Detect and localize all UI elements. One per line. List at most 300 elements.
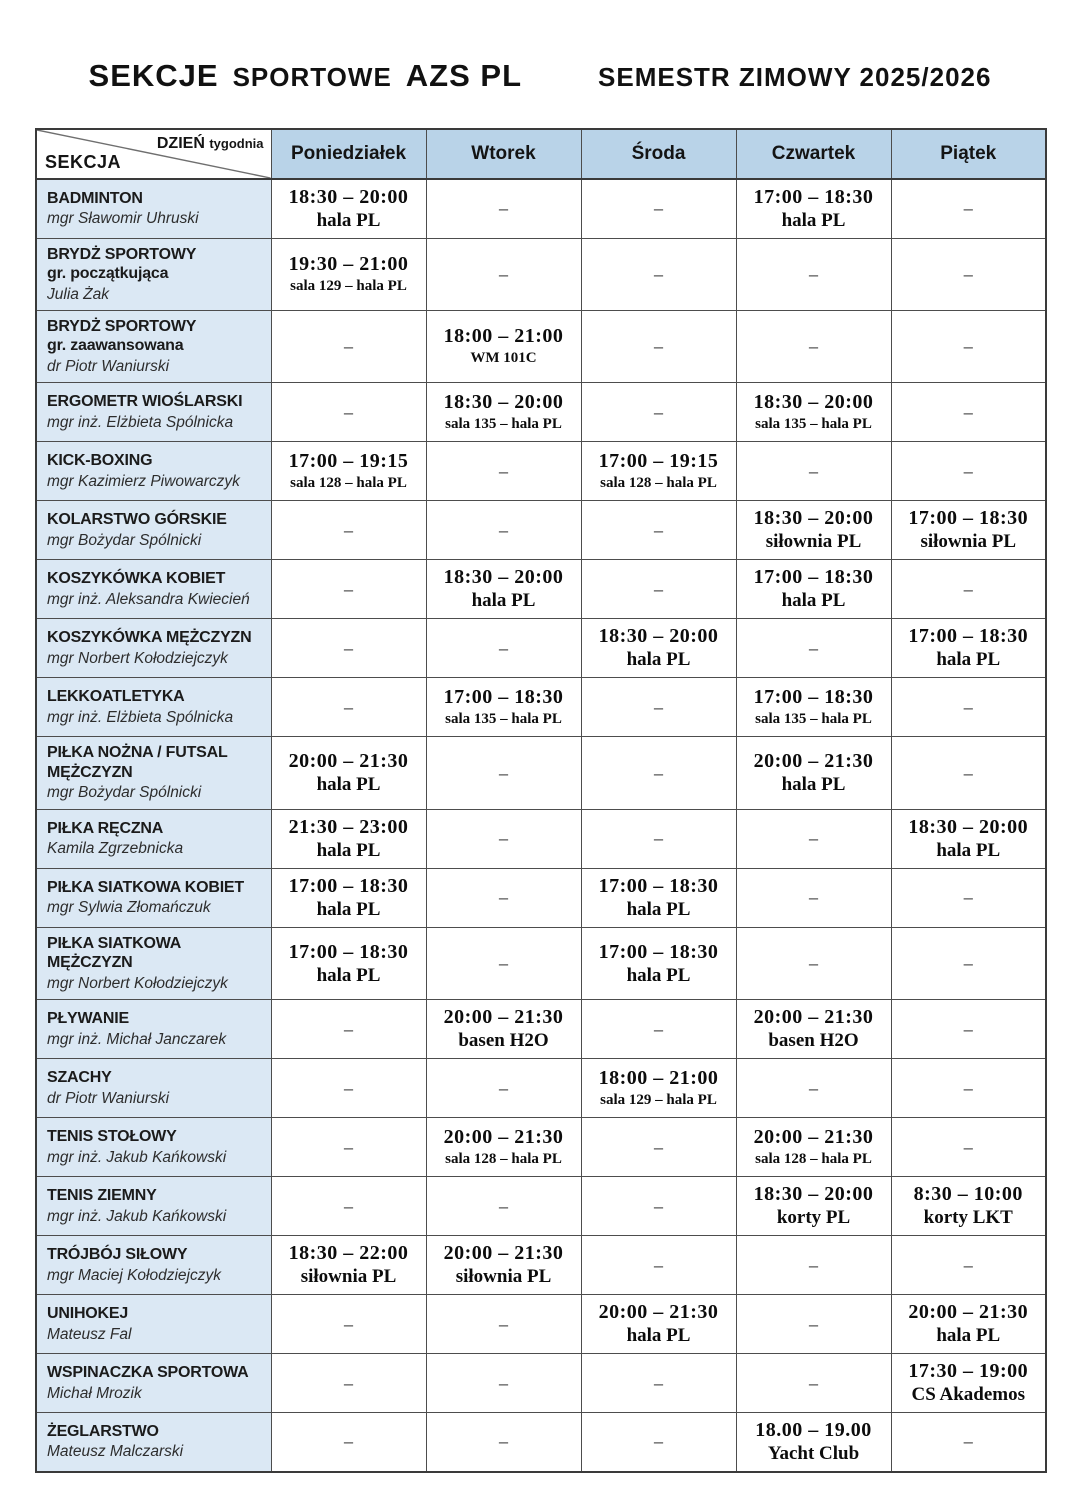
schedule-cell bbox=[581, 1295, 736, 1354]
empty-cell bbox=[271, 1354, 426, 1413]
cell-place: hala PL bbox=[781, 209, 846, 231]
empty-cell bbox=[736, 1236, 891, 1295]
empty-dash: – bbox=[499, 519, 508, 540]
table-row bbox=[36, 501, 1046, 560]
corner-day-label: DZIEŃ tygodnia bbox=[156, 135, 264, 152]
section-coach: mgr Bożydar Spólnicki bbox=[47, 784, 202, 802]
empty-cell bbox=[271, 501, 426, 560]
section-name: PIŁKA RĘCZNA bbox=[47, 819, 164, 837]
section-name: TENIS STOŁOWY bbox=[47, 1128, 177, 1146]
schedule-cell bbox=[271, 1236, 426, 1295]
cell-place: siłownia PL bbox=[300, 1266, 397, 1288]
empty-dash: – bbox=[344, 696, 353, 717]
table-row bbox=[36, 1354, 1046, 1413]
empty-cell bbox=[891, 442, 1046, 501]
empty-dash: – bbox=[654, 762, 663, 783]
cell-time: 17:00 – 18:30 bbox=[908, 507, 1029, 530]
table-row bbox=[36, 809, 1046, 868]
section-cell bbox=[36, 678, 271, 737]
section-name: PŁYWANIE bbox=[47, 1010, 129, 1028]
section-name: TENIS ZIEMNY bbox=[47, 1187, 157, 1205]
schedule-cell bbox=[736, 560, 891, 619]
empty-cell bbox=[581, 737, 736, 809]
empty-dash: – bbox=[344, 578, 353, 599]
empty-dash: – bbox=[344, 1372, 353, 1393]
empty-cell bbox=[891, 1413, 1046, 1472]
empty-cell bbox=[891, 238, 1046, 310]
empty-cell bbox=[426, 1413, 581, 1472]
empty-dash: – bbox=[344, 1313, 353, 1334]
empty-cell bbox=[891, 1000, 1046, 1059]
empty-dash: – bbox=[344, 1018, 353, 1039]
schedule-cell bbox=[891, 809, 1046, 868]
empty-dash: – bbox=[809, 1313, 818, 1334]
title-semester: SEMESTR ZIMOWY 2025/2026 bbox=[598, 62, 992, 92]
cell-time: 19:30 – 21:00 bbox=[288, 252, 409, 275]
empty-dash: – bbox=[499, 637, 508, 658]
cell-time: 18:00 – 21:00 bbox=[443, 325, 564, 348]
empty-dash: – bbox=[499, 828, 508, 849]
empty-cell bbox=[581, 1177, 736, 1236]
section-coach: mgr Norbert Kołodziejczyk bbox=[47, 649, 228, 667]
section-name: gr. zaawansowana bbox=[47, 337, 184, 355]
cell-place: hala PL bbox=[471, 590, 536, 612]
empty-cell bbox=[891, 927, 1046, 999]
empty-cell bbox=[891, 678, 1046, 737]
cell-time: 20:00 – 21:30 bbox=[908, 1301, 1029, 1324]
table-row bbox=[36, 1295, 1046, 1354]
section-coach: mgr inż. Jakub Kańkowski bbox=[47, 1207, 227, 1225]
section-coach: mgr Maciej Kołodziejczyk bbox=[47, 1266, 221, 1284]
cell-time: 17:00 – 18:30 bbox=[288, 874, 409, 897]
section-cell bbox=[36, 1413, 271, 1472]
cell-time: 17:00 – 18:30 bbox=[753, 686, 874, 709]
empty-dash: – bbox=[963, 1431, 973, 1452]
table-row bbox=[36, 1413, 1046, 1472]
title-azs-pl: AZS PL bbox=[405, 58, 523, 93]
cell-time: 17:30 – 19:00 bbox=[908, 1360, 1029, 1383]
empty-cell bbox=[426, 501, 581, 560]
schedule-cell bbox=[891, 1354, 1046, 1413]
table-row bbox=[36, 1000, 1046, 1059]
empty-dash: – bbox=[499, 1077, 508, 1098]
empty-dash: – bbox=[654, 578, 663, 599]
section-cell bbox=[36, 1354, 271, 1413]
empty-cell bbox=[736, 868, 891, 927]
empty-cell bbox=[581, 383, 736, 442]
section-name: KOLARSTWO GÓRSKIE bbox=[47, 511, 227, 529]
cell-place: basen H2O bbox=[458, 1030, 549, 1052]
empty-cell bbox=[581, 1354, 736, 1413]
empty-cell bbox=[736, 1354, 891, 1413]
cell-place: sala 129 – hala PL bbox=[290, 277, 407, 294]
empty-cell bbox=[736, 1059, 891, 1118]
cell-time: 17:00 – 18:30 bbox=[598, 940, 719, 963]
day-header: Poniedziałek bbox=[271, 129, 426, 179]
section-cell bbox=[36, 1295, 271, 1354]
empty-dash: – bbox=[809, 460, 818, 481]
schedule-cell bbox=[426, 1118, 581, 1177]
section-coach: mgr Bożydar Spólnicki bbox=[47, 531, 202, 549]
schedule-cell bbox=[271, 809, 426, 868]
empty-cell bbox=[736, 927, 891, 999]
empty-cell bbox=[426, 1059, 581, 1118]
section-name: LEKKOATLETYKA bbox=[47, 688, 185, 706]
day-header: Czwartek bbox=[736, 129, 891, 179]
header-row bbox=[36, 129, 1046, 179]
cell-time: 21:30 – 23:00 bbox=[288, 815, 409, 838]
section-name: TRÓJBÓJ SIŁOWY bbox=[47, 1246, 188, 1264]
section-cell bbox=[36, 179, 271, 238]
table-row bbox=[36, 383, 1046, 442]
schedule-cell bbox=[891, 619, 1046, 678]
empty-dash: – bbox=[963, 952, 973, 973]
cell-time: 20:00 – 21:30 bbox=[598, 1301, 719, 1324]
empty-dash: – bbox=[963, 263, 973, 284]
cell-time: 20:00 – 21:30 bbox=[443, 1006, 564, 1029]
section-name: ŻEGLARSTWO bbox=[47, 1422, 159, 1440]
section-coach: mgr Sylwia Złomańczuk bbox=[47, 899, 211, 917]
table-row bbox=[36, 737, 1046, 809]
schedule-cell bbox=[581, 619, 736, 678]
section-coach: Julia Żak bbox=[47, 285, 110, 303]
empty-dash: – bbox=[344, 637, 353, 658]
cell-time: 18:30 – 20:00 bbox=[753, 391, 874, 414]
empty-cell bbox=[891, 1118, 1046, 1177]
section-coach: dr Piotr Waniurski bbox=[47, 1089, 170, 1107]
schedule-cell bbox=[271, 442, 426, 501]
empty-dash: – bbox=[809, 952, 818, 973]
cell-place: WM 101C bbox=[470, 350, 537, 367]
section-cell bbox=[36, 1118, 271, 1177]
title-sportowe: SPORTOWE bbox=[232, 62, 392, 92]
table-row bbox=[36, 1118, 1046, 1177]
schedule-cell bbox=[581, 868, 736, 927]
section-cell bbox=[36, 238, 271, 310]
schedule-cell bbox=[736, 1413, 891, 1472]
empty-dash: – bbox=[809, 1077, 818, 1098]
empty-dash: – bbox=[344, 1077, 353, 1098]
schedule-cell bbox=[426, 678, 581, 737]
section-name: BRYDŻ SPORTOWY bbox=[47, 245, 197, 263]
empty-cell bbox=[271, 1295, 426, 1354]
empty-cell bbox=[581, 310, 736, 382]
section-cell bbox=[36, 383, 271, 442]
schedule-cell bbox=[271, 868, 426, 927]
cell-time: 18:00 – 21:00 bbox=[598, 1066, 719, 1089]
schedule-cell bbox=[891, 1295, 1046, 1354]
empty-cell bbox=[736, 238, 891, 310]
section-name: ERGOMETR WIOŚLARSKI bbox=[47, 393, 243, 411]
schedule-cell bbox=[271, 238, 426, 310]
cell-place: sala 128 – hala PL bbox=[755, 1150, 872, 1167]
empty-cell bbox=[271, 1413, 426, 1472]
empty-cell bbox=[271, 1059, 426, 1118]
empty-dash: – bbox=[499, 952, 508, 973]
empty-dash: – bbox=[499, 1195, 508, 1216]
section-cell bbox=[36, 868, 271, 927]
cell-place: sala 135 – hala PL bbox=[755, 711, 872, 728]
empty-cell bbox=[426, 927, 581, 999]
section-cell bbox=[36, 1177, 271, 1236]
empty-dash: – bbox=[963, 762, 973, 783]
cell-time: 18:30 – 20:00 bbox=[908, 815, 1029, 838]
cell-place: sala 129 – hala PL bbox=[600, 1091, 717, 1108]
empty-dash: – bbox=[344, 1195, 353, 1216]
empty-cell bbox=[271, 1118, 426, 1177]
table-row bbox=[36, 310, 1046, 382]
empty-dash: – bbox=[654, 519, 663, 540]
empty-dash: – bbox=[963, 887, 973, 908]
section-coach: mgr inż. Aleksandra Kwiecień bbox=[47, 590, 250, 608]
empty-cell bbox=[581, 560, 736, 619]
cell-time: 17:00 – 18:30 bbox=[443, 686, 564, 709]
empty-dash: – bbox=[499, 887, 508, 908]
schedule-cell bbox=[891, 501, 1046, 560]
empty-dash: – bbox=[963, 1018, 973, 1039]
cell-place: hala PL bbox=[626, 964, 691, 986]
empty-cell bbox=[891, 1059, 1046, 1118]
cell-place: hala PL bbox=[936, 1325, 1001, 1347]
cell-place: hala PL bbox=[316, 964, 381, 986]
schedule-cell bbox=[736, 1118, 891, 1177]
empty-cell bbox=[891, 868, 1046, 927]
section-name: gr. początkująca bbox=[47, 265, 169, 283]
section-name: KOSZYKÓWKA MĘŻCZYZN bbox=[47, 629, 252, 647]
schedule-table bbox=[35, 128, 1047, 1473]
empty-dash: – bbox=[654, 1195, 663, 1216]
empty-cell bbox=[736, 809, 891, 868]
schedule-cell bbox=[271, 927, 426, 999]
cell-time: 20:00 – 21:30 bbox=[443, 1242, 564, 1265]
table-row bbox=[36, 678, 1046, 737]
cell-time: 17:00 – 18:30 bbox=[908, 625, 1029, 648]
cell-time: 20:00 – 21:30 bbox=[753, 1125, 874, 1148]
cell-time: 18.00 – 19.00 bbox=[755, 1418, 872, 1441]
cell-place: siłownia PL bbox=[765, 531, 862, 553]
empty-dash: – bbox=[654, 696, 663, 717]
day-header: Środa bbox=[581, 129, 736, 179]
empty-cell bbox=[891, 383, 1046, 442]
empty-cell bbox=[271, 1000, 426, 1059]
table-row bbox=[36, 619, 1046, 678]
empty-cell bbox=[581, 1413, 736, 1472]
table-row bbox=[36, 868, 1046, 927]
empty-cell bbox=[891, 310, 1046, 382]
cell-place: korty LKT bbox=[923, 1207, 1013, 1229]
section-name: BRYDŻ SPORTOWY bbox=[47, 317, 197, 335]
empty-dash: – bbox=[654, 401, 663, 422]
empty-dash: – bbox=[344, 401, 353, 422]
cell-place: basen H2O bbox=[768, 1030, 859, 1052]
empty-dash: – bbox=[499, 263, 508, 284]
cell-place: hala PL bbox=[626, 1325, 691, 1347]
schedule-cell bbox=[271, 737, 426, 809]
schedule-cell bbox=[736, 737, 891, 809]
cell-time: 20:00 – 21:30 bbox=[288, 750, 409, 773]
section-name: KICK-BOXING bbox=[47, 452, 153, 470]
empty-dash: – bbox=[344, 1431, 353, 1452]
cell-place: sala 128 – hala PL bbox=[600, 475, 717, 492]
section-coach: mgr inż. Michał Janczarek bbox=[47, 1030, 227, 1048]
cell-time: 17:00 – 19:15 bbox=[288, 450, 409, 473]
empty-dash: – bbox=[809, 1254, 818, 1275]
section-coach: mgr Sławomir Uhruski bbox=[47, 210, 199, 228]
cell-place: sala 128 – hala PL bbox=[290, 475, 407, 492]
cell-place: sala 135 – hala PL bbox=[445, 416, 562, 433]
empty-dash: – bbox=[499, 460, 508, 481]
table-row bbox=[36, 238, 1046, 310]
table-row bbox=[36, 442, 1046, 501]
empty-dash: – bbox=[809, 637, 818, 658]
schedule-cell bbox=[736, 383, 891, 442]
cell-place: hala PL bbox=[316, 898, 381, 920]
cell-time: 18:30 – 22:00 bbox=[288, 1242, 409, 1265]
schedule-cell bbox=[891, 1177, 1046, 1236]
cell-place: sala 128 – hala PL bbox=[445, 1150, 562, 1167]
cell-time: 17:00 – 18:30 bbox=[753, 185, 874, 208]
section-coach: mgr Norbert Kołodziejczyk bbox=[47, 974, 228, 992]
section-name: SZACHY bbox=[47, 1069, 112, 1087]
table-row bbox=[36, 927, 1046, 999]
cell-place: sala 135 – hala PL bbox=[445, 711, 562, 728]
empty-cell bbox=[581, 1236, 736, 1295]
empty-dash: – bbox=[809, 1372, 818, 1393]
empty-cell bbox=[426, 868, 581, 927]
schedule-cell bbox=[581, 442, 736, 501]
empty-cell bbox=[271, 310, 426, 382]
empty-dash: – bbox=[499, 1372, 508, 1393]
cell-place: Yacht Club bbox=[767, 1442, 860, 1464]
empty-cell bbox=[581, 678, 736, 737]
empty-cell bbox=[426, 238, 581, 310]
empty-cell bbox=[891, 560, 1046, 619]
section-coach: Kamila Zgrzebnicka bbox=[47, 840, 184, 858]
section-cell bbox=[36, 560, 271, 619]
schedule-cell bbox=[426, 1236, 581, 1295]
section-name: PIŁKA SIATKOWA MĘŻCZYZN bbox=[47, 934, 181, 972]
schedule-cell bbox=[736, 179, 891, 238]
empty-dash: – bbox=[654, 1431, 663, 1452]
schedule-cell bbox=[426, 383, 581, 442]
empty-cell bbox=[891, 179, 1046, 238]
section-name: KOSZYKÓWKA KOBIET bbox=[47, 570, 226, 588]
empty-cell bbox=[271, 619, 426, 678]
section-cell bbox=[36, 1236, 271, 1295]
section-name: PIŁKA NOŻNA / FUTSAL bbox=[47, 744, 228, 762]
empty-dash: – bbox=[809, 828, 818, 849]
empty-cell bbox=[736, 619, 891, 678]
empty-cell bbox=[426, 179, 581, 238]
cell-place: hala PL bbox=[936, 649, 1001, 671]
day-header: Wtorek bbox=[426, 129, 581, 179]
empty-cell bbox=[426, 619, 581, 678]
section-coach: mgr inż. Elżbieta Spólnicka bbox=[47, 708, 234, 726]
cell-place: siłownia PL bbox=[455, 1266, 552, 1288]
cell-time: 8:30 – 10:00 bbox=[913, 1183, 1023, 1206]
section-coach: Michał Mrozik bbox=[47, 1384, 142, 1402]
table-row bbox=[36, 179, 1046, 238]
section-name: UNIHOKEJ bbox=[47, 1305, 129, 1323]
cell-place: hala PL bbox=[316, 839, 381, 861]
empty-dash: – bbox=[654, 263, 663, 284]
empty-cell bbox=[271, 383, 426, 442]
empty-dash: – bbox=[963, 198, 973, 219]
cell-time: 20:00 – 21:30 bbox=[753, 1006, 874, 1029]
cell-place: korty PL bbox=[776, 1207, 851, 1229]
empty-dash: – bbox=[963, 401, 973, 422]
empty-dash: – bbox=[963, 336, 973, 357]
day-header: Piątek bbox=[891, 129, 1046, 179]
cell-place: hala PL bbox=[781, 774, 846, 796]
schedule-cell bbox=[581, 1059, 736, 1118]
section-cell bbox=[36, 310, 271, 382]
table-row bbox=[36, 560, 1046, 619]
table-row bbox=[36, 1236, 1046, 1295]
schedule-cell bbox=[271, 179, 426, 238]
section-coach: mgr Kazimierz Piwowarczyk bbox=[47, 472, 240, 490]
cell-time: 17:00 – 18:30 bbox=[598, 874, 719, 897]
empty-dash: – bbox=[963, 460, 973, 481]
page-title bbox=[0, 58, 1080, 94]
schedule-cell bbox=[736, 501, 891, 560]
empty-cell bbox=[581, 501, 736, 560]
empty-cell bbox=[736, 442, 891, 501]
empty-dash: – bbox=[499, 198, 508, 219]
section-cell bbox=[36, 927, 271, 999]
cell-place: hala PL bbox=[626, 649, 691, 671]
empty-dash: – bbox=[344, 336, 353, 357]
empty-cell bbox=[581, 1000, 736, 1059]
cell-time: 18:30 – 20:00 bbox=[443, 391, 564, 414]
schedule-cell bbox=[736, 1177, 891, 1236]
section-coach: mgr inż. Elżbieta Spólnicka bbox=[47, 413, 234, 431]
schedule-cell bbox=[736, 1000, 891, 1059]
empty-cell bbox=[426, 1295, 581, 1354]
empty-dash: – bbox=[499, 762, 508, 783]
schedule-cell bbox=[736, 678, 891, 737]
schedule-cell bbox=[426, 1000, 581, 1059]
empty-dash: – bbox=[654, 336, 663, 357]
cell-time: 17:00 – 19:15 bbox=[598, 450, 719, 473]
cell-place: sala 135 – hala PL bbox=[755, 416, 872, 433]
cell-place: hala PL bbox=[936, 839, 1001, 861]
section-coach: Mateusz Fal bbox=[47, 1325, 132, 1343]
title-sekcje: SEKCJE bbox=[88, 58, 219, 93]
cell-time: 18:30 – 20:00 bbox=[753, 507, 874, 530]
corner-section-label: SEKCJA bbox=[45, 152, 122, 172]
section-name: BADMINTON bbox=[47, 189, 143, 207]
empty-dash: – bbox=[963, 1077, 973, 1098]
empty-cell bbox=[426, 1177, 581, 1236]
table-row bbox=[36, 1059, 1046, 1118]
empty-dash: – bbox=[809, 336, 818, 357]
empty-dash: – bbox=[654, 1254, 663, 1275]
cell-place: hala PL bbox=[781, 590, 846, 612]
section-name: WSPINACZKA SPORTOWA bbox=[47, 1364, 249, 1382]
empty-dash: – bbox=[963, 578, 973, 599]
empty-dash: – bbox=[809, 263, 818, 284]
empty-dash: – bbox=[499, 1431, 508, 1452]
table-row bbox=[36, 1177, 1046, 1236]
empty-cell bbox=[891, 1236, 1046, 1295]
cell-place: siłownia PL bbox=[920, 531, 1017, 553]
schedule-cell bbox=[426, 560, 581, 619]
empty-dash: – bbox=[963, 1136, 973, 1157]
empty-cell bbox=[426, 737, 581, 809]
empty-cell bbox=[426, 1354, 581, 1413]
cell-place: hala PL bbox=[316, 209, 381, 231]
